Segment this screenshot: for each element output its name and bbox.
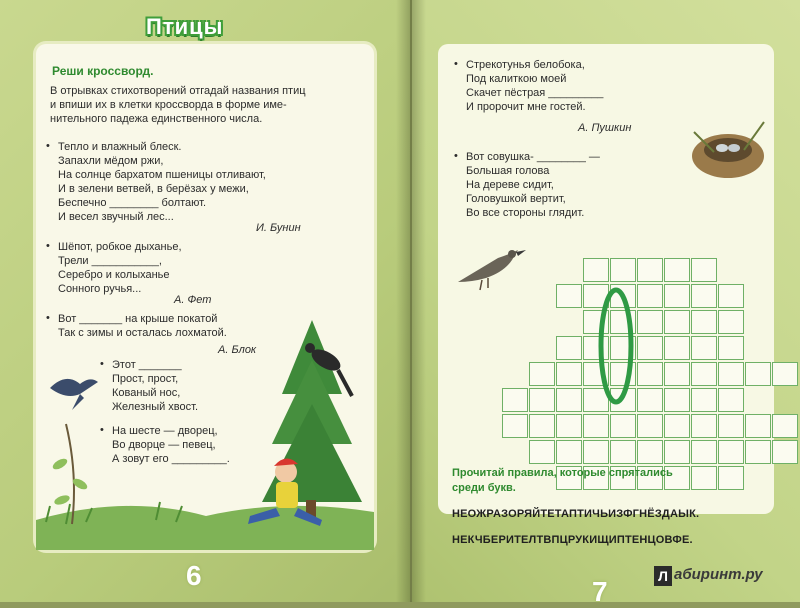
crossword-cell (502, 414, 528, 438)
crossword-cell (664, 336, 690, 360)
crossword-cell (637, 310, 663, 334)
crossword-cell (637, 258, 663, 282)
crossword-cell (529, 388, 555, 412)
crossword-cell (718, 336, 744, 360)
crossword-cell (691, 336, 717, 360)
crossword-cell (556, 362, 582, 386)
left-content-card (36, 44, 374, 550)
poem-5-text: На шесте — дворец, Во дворце — певец, А зовут его _________. (112, 425, 230, 465)
crossword-cell (691, 388, 717, 412)
crossword-cell (637, 336, 663, 360)
crossword-cell (502, 388, 528, 412)
grass-illustration (36, 502, 374, 550)
crossword-cell (556, 388, 582, 412)
crossword-cell (718, 466, 744, 490)
crossword-cell (691, 284, 717, 308)
crossword-cell (772, 414, 798, 438)
crossword-cell (583, 258, 609, 282)
letter-line-1: НЕОЖРАЗОРЯЙТЕТАПТИЧЬИЗФГНЁЗДАЫК. (452, 508, 700, 520)
crossword-cell (637, 362, 663, 386)
crossword-cell (529, 414, 555, 438)
bullet-5: • (100, 424, 104, 436)
crossword-keyword-oval (594, 284, 638, 408)
thrush-illustration (452, 242, 528, 294)
crossword-cell (556, 336, 582, 360)
crossword-cell (772, 440, 798, 464)
poem-2-author: А. Фет (174, 294, 212, 306)
crossword-cell (691, 466, 717, 490)
crossword-cell (718, 414, 744, 438)
crossword-cell (718, 440, 744, 464)
crossword-cell (556, 414, 582, 438)
poem-1-author: И. Бунин (256, 222, 301, 234)
crossword-cell (664, 284, 690, 308)
crossword-cell (610, 414, 636, 438)
crossword-cell (637, 414, 663, 438)
bullet-r1: • (454, 58, 458, 70)
crossword-cell (637, 440, 663, 464)
crossword-cell (610, 440, 636, 464)
book-gutter (396, 0, 426, 602)
hidden-rules-prompt (452, 466, 673, 496)
crossword-cell (529, 362, 555, 386)
bullet-4: • (100, 358, 104, 370)
crossword-cell (745, 362, 771, 386)
crossword-cell (556, 284, 582, 308)
poem-3-text: Вот _______ на крыше покатой Так с зимы и осталась лохматой. (58, 313, 227, 339)
poem-r1-text: Стрекотунья белобока, Под калиткою моей Скачет пёстрая _________ И пророчит мне гостей. (466, 59, 604, 113)
right-content-card (438, 44, 774, 514)
crossword-cell (772, 362, 798, 386)
page-title: Птицы (146, 14, 224, 39)
bullet-3: • (46, 312, 50, 324)
crossword-cell (583, 440, 609, 464)
crossword-cell (691, 310, 717, 334)
crossword-cell (664, 414, 690, 438)
crossword-cell (718, 362, 744, 386)
poem-1-text: Тепло и влажный блеск. Запахли мёдом ржи, На солнце бархатом пшеницы отливают, И в зелени ветвей, в берёзах у межи, Беспечно ________ болтают. И весел звучный лес... (58, 141, 266, 223)
crossword-cell (637, 284, 663, 308)
crossword-cell (745, 414, 771, 438)
poem-r2-text: Вот совушка- ________ — Большая голова На дереве сидит, Головушкой вертит, Во все стороны глядит. (466, 151, 600, 219)
crossword-cell (637, 388, 663, 412)
poem-2-text: Шёпот, робкое дыханье, Трели ___________, Серебро и колыханье Сонного ручья... (58, 241, 182, 295)
swallow-illustration (50, 379, 98, 410)
bullet-1: • (46, 140, 50, 152)
forest-illustration (36, 284, 374, 550)
crossword-cell (664, 440, 690, 464)
crossword-cell (583, 414, 609, 438)
crossword-cell (529, 440, 555, 464)
watermark-text: абиринт.ру (674, 566, 763, 583)
poem-4-text: Этот _______ Прост, прост, Кованый нос, Железный хвост. (112, 359, 199, 413)
instruction-text: В отрывках стихотворений отгадай названия птиц и впиши их в клетки кроссворда в форме име- нительного падежа единственного числа. (50, 85, 306, 125)
left-page-number: 6 (186, 560, 202, 591)
crossword-cell (691, 414, 717, 438)
bullet-r2: • (454, 150, 458, 162)
crossword-cell (718, 310, 744, 334)
poem-3-author: А. Блок (218, 344, 257, 356)
poem-r1-author: А. Пушкин (578, 122, 632, 134)
bullet-2: • (46, 240, 50, 252)
crossword-cell (664, 310, 690, 334)
crossword-cell (691, 362, 717, 386)
crossword-cell (718, 284, 744, 308)
task-heading: Реши кроссворд. (52, 64, 154, 78)
crossword-cell (664, 258, 690, 282)
crossword-cell (664, 362, 690, 386)
crossword-cell (556, 440, 582, 464)
crossword-cell (664, 388, 690, 412)
crossword-cell (745, 440, 771, 464)
hidden-rules-prompt-text: Прочитай правила, которые спрятались среди букв. (452, 467, 673, 494)
crossword-cell (718, 388, 744, 412)
nest-illustration (684, 102, 774, 190)
crossword-cell (610, 258, 636, 282)
right-page-number: 7 (592, 576, 608, 607)
watermark-logo: Л (654, 566, 672, 586)
letter-line-2: НЕКЧБЕРИТЕЛТВПЦРУКИЩИПТЕНЦОВФЕ. (452, 534, 693, 546)
crossword-cell (691, 440, 717, 464)
crossword-cell (691, 258, 717, 282)
